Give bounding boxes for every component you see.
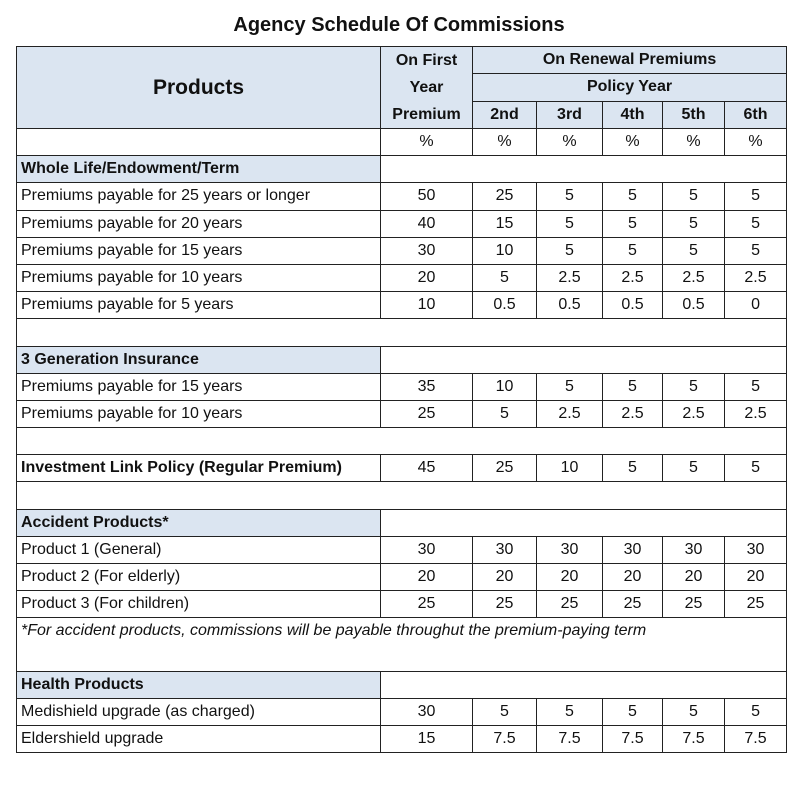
commission-value: 25 xyxy=(381,400,473,427)
year-header: 3rd xyxy=(537,101,603,128)
commission-value: 0.5 xyxy=(603,292,663,319)
commission-value: 5 xyxy=(725,698,787,725)
commission-value: 5 xyxy=(537,210,603,237)
section-title: Whole Life/Endowment/Term xyxy=(17,156,381,183)
renewal-header: On Renewal Premiums xyxy=(473,47,787,74)
spacer-row xyxy=(17,319,787,346)
commission-value: 30 xyxy=(381,237,473,264)
commission-value: 25 xyxy=(725,591,787,618)
product-label: Premiums payable for 10 years xyxy=(17,400,381,427)
commission-value: 20 xyxy=(603,564,663,591)
page-title: Agency Schedule Of Commissions xyxy=(233,14,565,36)
commission-value: 5 xyxy=(537,237,603,264)
commission-value: 5 xyxy=(537,373,603,400)
commission-value: 2.5 xyxy=(663,400,725,427)
product-label: Product 3 (For children) xyxy=(17,591,381,618)
commission-value: 25 xyxy=(663,591,725,618)
first-year-header: On First Year Premium xyxy=(381,47,473,129)
commission-value: 5 xyxy=(603,237,663,264)
blank-cell xyxy=(17,645,787,672)
commission-value: 7.5 xyxy=(473,726,537,753)
table-row xyxy=(17,264,787,291)
commission-value: 5 xyxy=(537,698,603,725)
table-row xyxy=(17,726,787,753)
commission-value: 45 xyxy=(381,455,473,482)
commission-value: 25 xyxy=(473,455,537,482)
commission-value: 0.5 xyxy=(473,292,537,319)
commission-value: 25 xyxy=(603,591,663,618)
blank-cell xyxy=(381,671,787,698)
commission-value: 2.5 xyxy=(603,400,663,427)
blank-cell xyxy=(17,428,787,455)
year-header: 2nd xyxy=(473,101,537,128)
commission-value: 20 xyxy=(381,264,473,291)
year-header: 4th xyxy=(603,101,663,128)
commission-value: 5 xyxy=(537,183,603,210)
product-label: Investment Link Policy (Regular Premium) xyxy=(17,455,381,482)
commission-value: 5 xyxy=(663,455,725,482)
percent-cell: % xyxy=(725,129,787,156)
commission-value: 2.5 xyxy=(603,264,663,291)
commission-value: 2.5 xyxy=(663,264,725,291)
table-row xyxy=(17,564,787,591)
note-row xyxy=(17,618,787,645)
commission-value: 2.5 xyxy=(537,400,603,427)
spacer-row xyxy=(17,428,787,455)
commission-value: 5 xyxy=(473,400,537,427)
commission-value: 50 xyxy=(381,183,473,210)
table-row xyxy=(17,455,787,482)
blank-cell xyxy=(17,319,787,346)
spacer-row xyxy=(17,482,787,509)
commission-value: 5 xyxy=(473,698,537,725)
percent-cell: % xyxy=(663,129,725,156)
product-label: Premiums payable for 15 years xyxy=(17,237,381,264)
commission-value: 5 xyxy=(725,237,787,264)
section-title: Accident Products* xyxy=(17,509,381,536)
commission-value: 5 xyxy=(603,373,663,400)
commission-value: 35 xyxy=(381,373,473,400)
section-header-row xyxy=(17,346,787,373)
table-row xyxy=(17,373,787,400)
commission-value: 10 xyxy=(537,455,603,482)
percent-cell: % xyxy=(603,129,663,156)
commission-value: 0.5 xyxy=(663,292,725,319)
year-header: 6th xyxy=(725,101,787,128)
commission-value: 30 xyxy=(725,536,787,563)
commission-value: 10 xyxy=(473,373,537,400)
table-row xyxy=(17,237,787,264)
blank-cell xyxy=(381,156,787,183)
commission-value: 5 xyxy=(603,698,663,725)
commission-value: 10 xyxy=(473,237,537,264)
product-label: Premiums payable for 15 years xyxy=(17,373,381,400)
section-title: Health Products xyxy=(17,671,381,698)
commission-value: 15 xyxy=(473,210,537,237)
footnote: *For accident products, commissions will be payable throughut the premium-paying term xyxy=(17,618,787,645)
table-row xyxy=(17,400,787,427)
commission-value: 2.5 xyxy=(537,264,603,291)
commission-value: 7.5 xyxy=(603,726,663,753)
commission-value: 15 xyxy=(381,726,473,753)
commission-value: 5 xyxy=(663,237,725,264)
commission-value: 5 xyxy=(725,455,787,482)
commission-value: 0.5 xyxy=(537,292,603,319)
commission-value: 30 xyxy=(381,698,473,725)
table-row xyxy=(17,536,787,563)
commission-value: 25 xyxy=(473,183,537,210)
percent-cell: % xyxy=(473,129,537,156)
policy-year-header: Policy Year xyxy=(473,74,787,101)
blank-cell xyxy=(381,509,787,536)
product-label: Premiums payable for 5 years xyxy=(17,292,381,319)
commission-value: 2.5 xyxy=(725,400,787,427)
commission-value: 0 xyxy=(725,292,787,319)
table-row xyxy=(17,292,787,319)
commission-value: 5 xyxy=(473,264,537,291)
commission-value: 5 xyxy=(725,210,787,237)
commission-value: 30 xyxy=(603,536,663,563)
commission-value: 40 xyxy=(381,210,473,237)
section-header-row xyxy=(17,156,787,183)
product-label: Eldershield upgrade xyxy=(17,726,381,753)
commission-value: 10 xyxy=(381,292,473,319)
commission-value: 5 xyxy=(603,210,663,237)
commission-value: 30 xyxy=(473,536,537,563)
commission-value: 20 xyxy=(381,564,473,591)
commission-value: 5 xyxy=(663,210,725,237)
product-label: Product 2 (For elderly) xyxy=(17,564,381,591)
blank-cell xyxy=(381,346,787,373)
commission-value: 5 xyxy=(603,183,663,210)
product-label: Medishield upgrade (as charged) xyxy=(17,698,381,725)
product-label: Premiums payable for 25 years or longer xyxy=(17,183,381,210)
percent-cell: % xyxy=(537,129,603,156)
spacer-row xyxy=(17,645,787,672)
commission-value: 25 xyxy=(473,591,537,618)
commission-value: 5 xyxy=(603,455,663,482)
section-header-row xyxy=(17,671,787,698)
table-row xyxy=(17,591,787,618)
section-title: 3 Generation Insurance xyxy=(17,346,381,373)
commission-value: 30 xyxy=(381,536,473,563)
commission-value: 30 xyxy=(663,536,725,563)
commission-value: 20 xyxy=(537,564,603,591)
blank-cell xyxy=(17,129,381,156)
blank-cell xyxy=(17,482,787,509)
commission-value: 5 xyxy=(725,183,787,210)
commission-value: 20 xyxy=(473,564,537,591)
commission-value: 7.5 xyxy=(725,726,787,753)
commission-value: 5 xyxy=(663,183,725,210)
table-row xyxy=(17,698,787,725)
percent-row xyxy=(17,129,787,156)
commission-value: 25 xyxy=(537,591,603,618)
product-label: Premiums payable for 10 years xyxy=(17,264,381,291)
product-label: Premiums payable for 20 years xyxy=(17,210,381,237)
products-header: Products xyxy=(17,47,381,129)
percent-cell: % xyxy=(381,129,473,156)
commission-value: 7.5 xyxy=(537,726,603,753)
year-header: 5th xyxy=(663,101,725,128)
commission-value: 25 xyxy=(381,591,473,618)
commission-value: 5 xyxy=(663,373,725,400)
commission-value: 7.5 xyxy=(663,726,725,753)
table-row xyxy=(17,183,787,210)
table-row xyxy=(17,210,787,237)
commission-value: 20 xyxy=(725,564,787,591)
commission-value: 5 xyxy=(725,373,787,400)
commission-value: 2.5 xyxy=(725,264,787,291)
commission-value: 5 xyxy=(663,698,725,725)
commission-table xyxy=(16,46,787,753)
section-header-row xyxy=(17,509,787,536)
commission-value: 30 xyxy=(537,536,603,563)
product-label: Product 1 (General) xyxy=(17,536,381,563)
commission-value: 20 xyxy=(663,564,725,591)
